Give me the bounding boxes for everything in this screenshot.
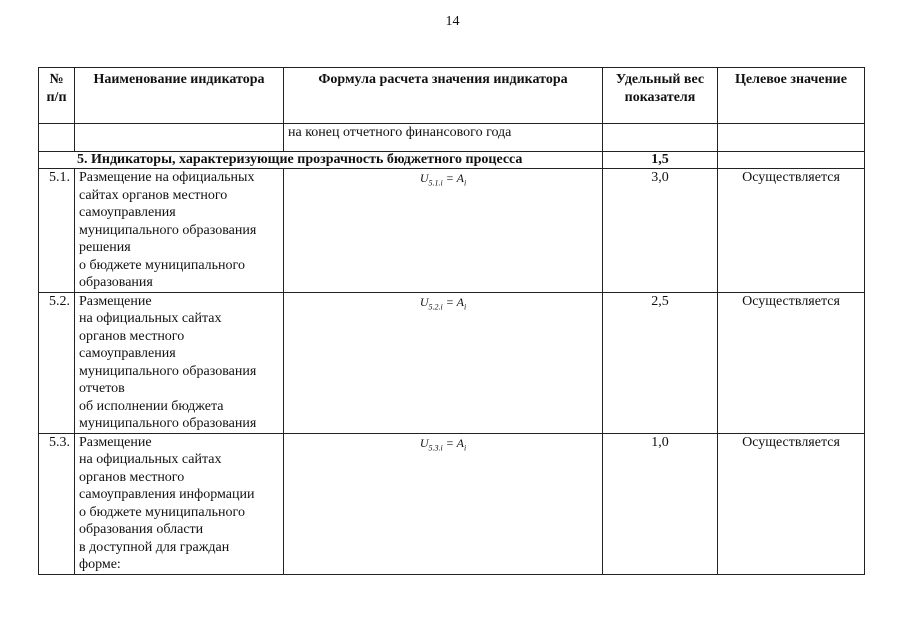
- row-target: Осуществляется: [718, 169, 865, 293]
- row-weight: 3,0: [603, 169, 718, 293]
- name-line: самоуправления: [79, 205, 176, 220]
- row-name: [75, 169, 284, 293]
- page-number: 14: [445, 14, 460, 29]
- name-line: на официальных сайтах: [79, 311, 222, 326]
- continuation-target: [718, 124, 865, 152]
- name-line: муниципального образования: [79, 416, 257, 431]
- table-row: [39, 433, 865, 574]
- name-line: форме:: [79, 557, 121, 572]
- name-line: об исполнении бюджета: [79, 398, 224, 414]
- section-target: [718, 152, 865, 169]
- formula-expression: $U_{5.3.i} = A_i$: [419, 435, 467, 452]
- section-title: 5. Индикаторы, характеризующие прозрачность бюджетного процесса: [39, 152, 603, 169]
- row-target: Осуществляется: [718, 433, 865, 574]
- formula-expression: $U_{5.1.i} = A_i$: [419, 171, 467, 188]
- name-line: образования области: [79, 522, 204, 537]
- row-weight: 2,5: [603, 292, 718, 433]
- header-num: № п/п: [39, 68, 75, 124]
- formula-expression: $U_{5.2.i} = A_i$: [419, 294, 467, 311]
- row-name: [75, 292, 284, 433]
- name-line: органов местного: [79, 469, 185, 485]
- row-num: 5.3.: [39, 433, 75, 574]
- name-line: самоуправления: [79, 346, 176, 361]
- section-weight: 1,5: [603, 152, 718, 169]
- row-num: 5.2.: [39, 292, 75, 433]
- name-line: сайтах органов местного: [79, 187, 228, 203]
- name-line: на официальных сайтах: [79, 452, 222, 467]
- indicators-table: [38, 67, 865, 575]
- name-line: Размещение на официальных: [79, 170, 255, 185]
- name-line: отчетов: [79, 381, 125, 396]
- row-target: Осуществляется: [718, 292, 865, 433]
- row-num: 5.1.: [39, 169, 75, 293]
- header-weight: Удельный вес показателя: [603, 68, 718, 124]
- name-line: муниципального образования: [79, 363, 257, 379]
- row-weight: 1,0: [603, 433, 718, 574]
- header-name: Наименование индикатора: [75, 68, 284, 124]
- name-line: образования: [79, 275, 153, 290]
- row-formula: [284, 169, 603, 293]
- row-name: [75, 433, 284, 574]
- name-line: о бюджете муниципального: [79, 257, 245, 273]
- continuation-weight: [603, 124, 718, 152]
- name-line: муниципального образования: [79, 222, 257, 238]
- continuation-num: [39, 124, 75, 152]
- table-header-row: [39, 68, 865, 124]
- name-line: Размещение: [79, 434, 152, 450]
- header-target: Целевое значение: [718, 68, 865, 124]
- section-row: [39, 152, 865, 169]
- continuation-name: [75, 124, 284, 152]
- name-line: органов местного: [79, 328, 185, 344]
- header-formula: Формула расчета значения индикатора: [284, 68, 603, 124]
- name-line: самоуправления информации: [79, 487, 255, 502]
- name-line: о бюджете муниципального: [79, 504, 245, 520]
- row-formula: [284, 433, 603, 574]
- continuation-formula: на конец отчетного финансового года: [284, 124, 603, 152]
- table-row: [39, 169, 865, 293]
- table-row: [39, 292, 865, 433]
- name-line: решения: [79, 240, 131, 255]
- name-line: в доступной для граждан: [79, 539, 230, 555]
- row-formula: [284, 292, 603, 433]
- name-line: Размещение: [79, 293, 152, 309]
- continuation-row: [39, 124, 865, 152]
